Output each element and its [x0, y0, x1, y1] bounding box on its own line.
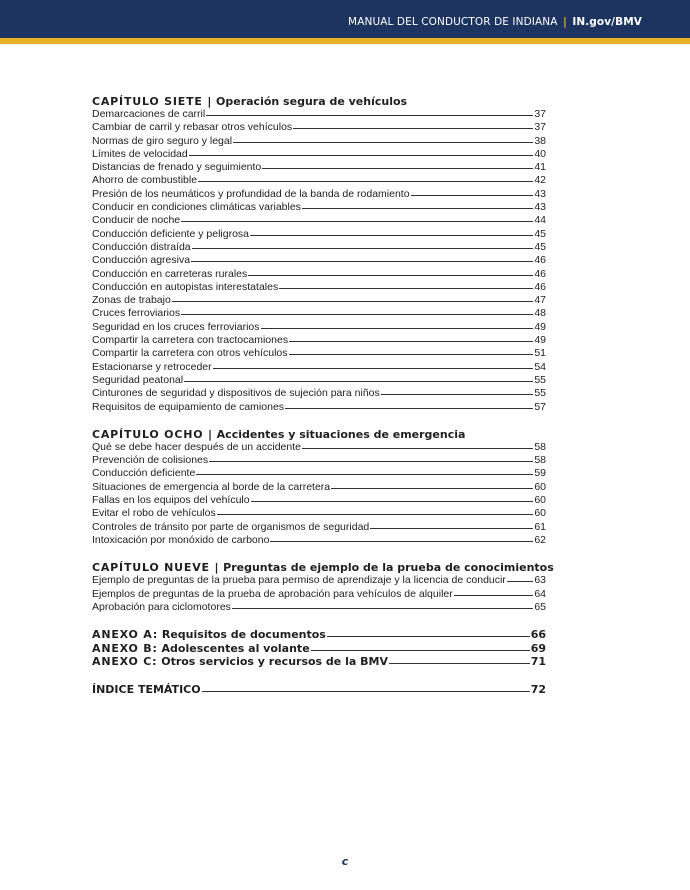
- chapter-section: [92, 561, 554, 614]
- toc-entry[interactable]: [92, 121, 546, 134]
- toc-entry[interactable]: [92, 441, 546, 454]
- toc-entry-title: Compartir la carretera con tractocamiones: [92, 334, 289, 347]
- toc-entry[interactable]: [92, 281, 546, 294]
- toc-entry-title: Ejemplos de preguntas de la prueba de aprobación para vehículos de alquiler: [92, 587, 453, 600]
- dot-leader: [389, 663, 530, 664]
- toc-entry[interactable]: [92, 254, 546, 267]
- chapter-section: [92, 428, 546, 547]
- toc-entry-page: 37: [534, 121, 546, 134]
- dot-leader: [289, 341, 533, 342]
- dot-leader: [381, 394, 534, 395]
- toc-entry-annex[interactable]: [92, 628, 546, 642]
- annex-title: [92, 642, 310, 656]
- chapter-section: [92, 95, 546, 414]
- dot-leader: [192, 248, 534, 249]
- toc-entry-title: Conducción distraída: [92, 240, 191, 253]
- dot-leader: [331, 488, 533, 489]
- toc-entry[interactable]: [92, 481, 546, 494]
- toc-entry[interactable]: [92, 148, 546, 161]
- toc-entry-title: Ahorro de combustible: [92, 174, 198, 187]
- toc-entry-page: 58: [534, 454, 546, 467]
- annex-page: 69: [530, 641, 546, 655]
- toc-entry-page: 54: [534, 360, 546, 373]
- dot-leader: [250, 235, 533, 236]
- toc-entry-title: Ejemplo de preguntas de la prueba para permiso de aprendizaje y la licencia de conducir: [92, 574, 506, 587]
- toc-entry[interactable]: [92, 228, 546, 241]
- dot-leader: [311, 650, 530, 651]
- chapter-name: Preguntas de ejemplo de la prueba de conocimientos: [223, 561, 554, 575]
- chapter-heading: [92, 95, 546, 108]
- toc-entry-title: Presión de los neumáticos y profundidad de la banda de rodamiento: [92, 187, 410, 200]
- toc-entry[interactable]: [92, 334, 546, 347]
- toc-entry[interactable]: [92, 374, 546, 387]
- dot-leader: [181, 221, 533, 222]
- toc-entry-index[interactable]: [92, 683, 546, 697]
- toc-entry-title: Requisitos de equipamiento de camiones: [92, 400, 285, 413]
- toc-entry[interactable]: [92, 294, 546, 307]
- toc-entry[interactable]: [92, 601, 546, 614]
- toc-entry[interactable]: [92, 454, 546, 467]
- toc-entry[interactable]: [92, 574, 546, 587]
- toc-entry-page: 63: [534, 574, 546, 587]
- header-separator: |: [562, 16, 567, 28]
- dot-leader: [233, 142, 533, 143]
- dot-leader: [251, 501, 534, 502]
- annex-name: Adolescentes al volante: [161, 641, 310, 655]
- toc-entry-page: 43: [534, 187, 546, 200]
- dot-leader: [172, 301, 534, 302]
- dot-leader: [181, 314, 533, 315]
- toc-entry-page: 37: [534, 108, 546, 120]
- toc-entry-title: Prevención de colisiones: [92, 454, 209, 467]
- annex-name: Otros servicios y recursos de la BMV: [161, 655, 388, 669]
- toc-entry-page: 60: [534, 507, 546, 520]
- annex-title: [92, 655, 388, 669]
- toc-entry-title: Cruces ferroviarios: [92, 307, 181, 320]
- dot-leader: [279, 288, 533, 289]
- toc-entry-page: 42: [534, 174, 546, 187]
- toc-entry[interactable]: [92, 135, 546, 148]
- dot-leader: [302, 448, 533, 449]
- chapter-name: Operación segura de vehículos: [216, 95, 408, 108]
- toc-entry[interactable]: [92, 174, 546, 187]
- website-link[interactable]: IN.gov/BMV: [572, 16, 642, 28]
- toc-entry-title: Conducción deficiente y peligrosa: [92, 227, 250, 240]
- dot-leader: [189, 155, 534, 156]
- toc-entry-page: 48: [534, 307, 546, 320]
- toc-entry-title: Situaciones de emergencia al borde de la carretera: [92, 480, 331, 493]
- toc-entry-page: 46: [534, 280, 546, 293]
- dot-leader: [191, 261, 533, 262]
- index-section: [92, 683, 546, 697]
- toc-entry[interactable]: [92, 108, 546, 121]
- toc-entry-page: 58: [534, 440, 546, 453]
- dot-leader: [270, 541, 533, 542]
- index-page: 72: [530, 682, 546, 696]
- annex-page: 71: [530, 655, 546, 669]
- dot-leader: [213, 368, 534, 369]
- toc-entry[interactable]: [92, 361, 546, 374]
- toc-entry-title: Controles de tránsito por parte de organismos de seguridad: [92, 520, 370, 533]
- dot-leader: [370, 528, 533, 529]
- index-label: ÍNDICE TEMÁTICO: [92, 682, 201, 696]
- toc-entry-page: 45: [534, 227, 546, 240]
- toc-entry-page: 49: [534, 334, 546, 347]
- chapter-label: CAPÍTULO NUEVE |: [92, 561, 220, 575]
- dot-leader: [302, 208, 533, 209]
- gold-stripe: [0, 38, 690, 44]
- chapter-label: CAPÍTULO OCHO |: [92, 427, 213, 441]
- toc-entry[interactable]: [92, 534, 546, 547]
- toc-entry-title: Qué se debe hacer después de un accidente: [92, 440, 301, 453]
- dot-leader: [232, 608, 533, 609]
- toc-entry-page: 64: [534, 587, 546, 600]
- chapter-label: CAPÍTULO SIETE |: [92, 95, 213, 108]
- toc-entry[interactable]: [92, 507, 546, 520]
- toc-entry-page: 49: [534, 320, 546, 333]
- toc-entry[interactable]: [92, 467, 546, 480]
- toc-entry-title: Conducir en condiciones climáticas variables: [92, 201, 301, 214]
- toc-entry[interactable]: [92, 401, 546, 414]
- dot-leader: [217, 514, 534, 515]
- toc-entry-page: 45: [534, 240, 546, 253]
- toc-entry-page: 40: [534, 147, 546, 160]
- toc-entry-title: Estacionarse y retroceder: [92, 360, 212, 373]
- toc-entry-title: Conducción en carreteras rurales: [92, 267, 248, 280]
- dot-leader: [248, 275, 533, 276]
- toc-entry-annex[interactable]: [92, 642, 546, 656]
- chapter-name: Accidentes y situaciones de emergencia: [216, 427, 466, 441]
- table-of-contents: [92, 95, 554, 710]
- toc-entry[interactable]: [92, 521, 546, 534]
- toc-entry[interactable]: [92, 214, 546, 227]
- toc-entry-title: Intoxicación por monóxido de carbono: [92, 533, 270, 546]
- dot-leader: [411, 195, 534, 196]
- dot-leader: [196, 474, 533, 475]
- toc-entry[interactable]: [92, 161, 546, 174]
- annex-label: ANEXO A:: [92, 628, 159, 642]
- toc-entry[interactable]: [92, 588, 546, 601]
- manual-title: MANUAL DEL CONDUCTOR DE INDIANA: [348, 16, 558, 28]
- toc-entry-page: 55: [534, 387, 546, 400]
- toc-entry-annex[interactable]: [92, 655, 546, 669]
- dot-leader: [454, 595, 534, 596]
- page-number: c: [341, 855, 349, 868]
- toc-entry-title: Normas de giro seguro y legal: [92, 134, 233, 147]
- toc-entry-title: Aprobación para ciclomotores: [92, 600, 231, 613]
- dot-leader: [327, 636, 530, 637]
- toc-entry[interactable]: [92, 321, 546, 334]
- toc-entry-title: Demarcaciones de carril: [92, 108, 206, 120]
- annex-name: Requisitos de documentos: [161, 628, 326, 642]
- toc-entry-page: 46: [534, 267, 546, 280]
- dot-leader: [285, 408, 533, 409]
- chapter-heading: [92, 561, 554, 575]
- dot-leader: [507, 581, 533, 582]
- toc-entry-page: 43: [534, 201, 546, 214]
- toc-entry[interactable]: [92, 201, 546, 214]
- toc-entry-title: Seguridad peatonal: [92, 373, 184, 386]
- toc-entry-title: Límites de velocidad: [92, 147, 188, 160]
- toc-entry-page: 59: [534, 467, 546, 480]
- toc-entry-title: Cambiar de carril y rebasar otros vehículos: [92, 121, 293, 134]
- toc-entry-page: 60: [534, 480, 546, 493]
- toc-entry-page: 65: [534, 600, 546, 613]
- toc-entry[interactable]: [92, 268, 546, 281]
- toc-entry-title: Distancias de frenado y seguimiento: [92, 161, 262, 174]
- toc-entry-title: Conducir de noche: [92, 214, 181, 227]
- toc-entry-title: Conducción en autopistas interestatales: [92, 280, 279, 293]
- header-bar: [0, 0, 690, 38]
- annex-section: [92, 628, 546, 669]
- header-title: [348, 16, 642, 28]
- dot-leader: [184, 381, 533, 382]
- toc-entry[interactable]: [92, 307, 546, 320]
- annex-label: ANEXO C:: [92, 655, 158, 669]
- dot-leader: [202, 691, 530, 692]
- toc-entry-page: 38: [534, 134, 546, 147]
- toc-entry-title: Evitar el robo de vehículos: [92, 507, 216, 520]
- dot-leader: [261, 328, 534, 329]
- toc-entry-title: Zonas de trabajo: [92, 294, 171, 307]
- toc-entry[interactable]: [92, 387, 546, 400]
- toc-entry-title: Conducción agresiva: [92, 254, 191, 267]
- toc-entry[interactable]: [92, 188, 546, 201]
- annex-page: 66: [530, 628, 546, 642]
- toc-entry-page: 60: [534, 494, 546, 507]
- dot-leader: [206, 115, 533, 116]
- toc-entry[interactable]: [92, 494, 546, 507]
- dot-leader: [198, 181, 533, 182]
- chapter-heading: [92, 428, 546, 441]
- toc-entry-page: 47: [534, 294, 546, 307]
- toc-entry-page: 41: [534, 161, 546, 174]
- dot-leader: [262, 168, 533, 169]
- toc-entry-title: Fallas en los equipos del vehículo: [92, 494, 250, 507]
- toc-entry-title: Seguridad en los cruces ferroviarios: [92, 320, 260, 333]
- toc-entry-page: 61: [534, 520, 546, 533]
- toc-entry-page: 57: [534, 400, 546, 413]
- toc-entry[interactable]: [92, 241, 546, 254]
- toc-entry-title: Cinturones de seguridad y dispositivos de sujeción para niños: [92, 387, 380, 400]
- dot-leader: [289, 354, 534, 355]
- annex-title: [92, 628, 326, 642]
- annex-label: ANEXO B:: [92, 641, 158, 655]
- toc-entry-title: Conducción deficiente: [92, 467, 196, 480]
- toc-entry-page: 55: [534, 373, 546, 386]
- toc-entry-page: 46: [534, 254, 546, 267]
- dot-leader: [293, 128, 533, 129]
- toc-entry[interactable]: [92, 347, 546, 360]
- toc-entry-page: 44: [534, 214, 546, 227]
- toc-entry-page: 51: [534, 347, 546, 360]
- toc-entry-title: Compartir la carretera con otros vehículos: [92, 347, 288, 360]
- toc-entry-page: 62: [534, 533, 546, 546]
- dot-leader: [209, 461, 533, 462]
